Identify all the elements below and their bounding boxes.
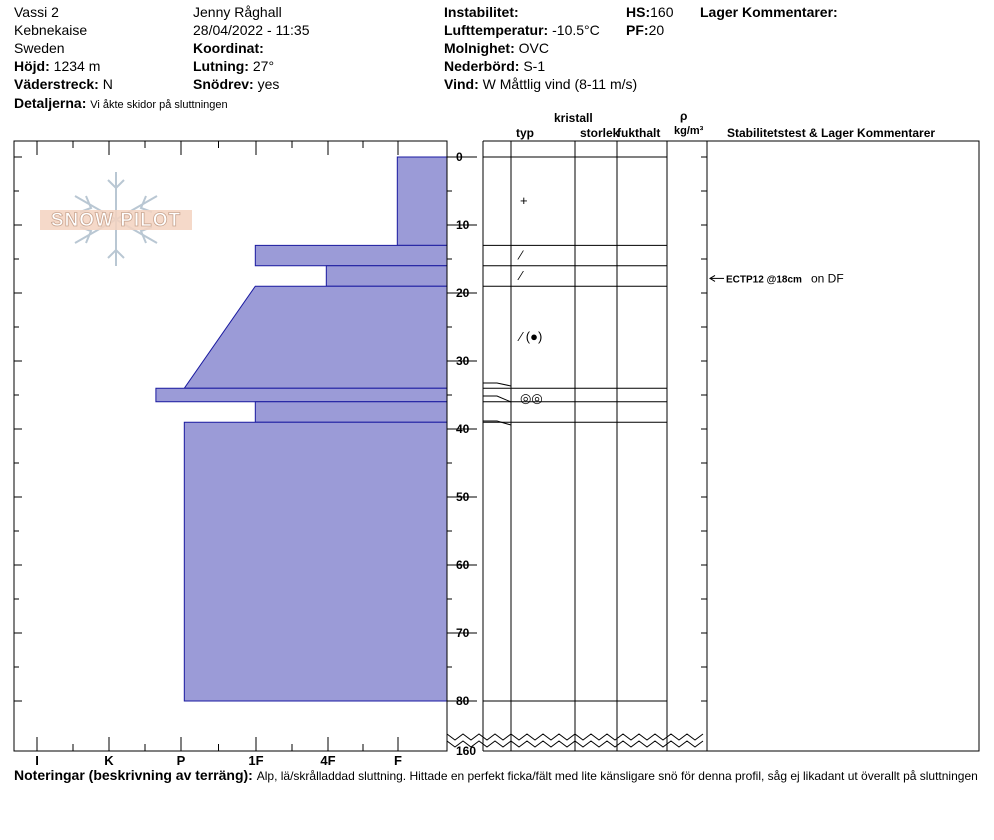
country: Sweden <box>14 40 65 56</box>
y-tick-label-8: 80 <box>456 694 470 708</box>
col-crystal: kristall <box>554 111 593 125</box>
notes-value: Alp, lä/skrålladdad sluttning. Hittade en perfekt ficka/fält med lite känsligare snö för denna profil, såg ej likadant ut överallt på sluttningen <box>256 769 978 783</box>
footer-notes <box>14 767 978 784</box>
instability-label: Instabilitet: <box>444 4 519 20</box>
logo-text: SNOW PILOT <box>50 210 182 231</box>
hardness-layer-3 <box>184 286 447 388</box>
stability-test-code-0: ECTP12 @18cm <box>726 274 802 286</box>
boundary-connector-2 <box>483 421 511 425</box>
col-size: storlek <box>580 126 620 140</box>
drift-label: Snödrev: <box>193 76 254 92</box>
y-tick-label-2: 20 <box>456 286 470 300</box>
sky-value: OVC <box>518 40 549 56</box>
grain-symbol-2: ⁄ <box>520 268 523 283</box>
y-tick-label-3: 30 <box>456 354 470 368</box>
x-tick-label-5: F <box>394 753 402 768</box>
hardness-layer-5 <box>255 402 447 422</box>
crystal-table <box>483 141 707 751</box>
boundary-connector-0 <box>483 383 511 386</box>
x-tick-label-2: P <box>176 753 186 768</box>
col-moisture: fukthalt <box>617 126 661 140</box>
slope-value: 27° <box>252 58 275 74</box>
hardness-layer-6 <box>184 422 447 701</box>
aspect-label: Väderstreck: <box>14 76 99 92</box>
y-tick-label-5: 50 <box>456 490 470 504</box>
stability-test-note-0: on DF <box>811 271 844 286</box>
y-tick-label-1: 10 <box>456 218 470 232</box>
x-tick-label-1: K <box>104 753 114 768</box>
x-tick-label-3: 1F <box>248 753 264 768</box>
stability-panel <box>707 141 979 751</box>
details-value: Vi åkte skidor på sluttningen <box>90 99 228 111</box>
pf-label: PF: <box>626 22 649 38</box>
region: Kebnekaise <box>14 22 88 38</box>
y-tick-label-4: 40 <box>456 422 470 436</box>
location: Vassi 2 <box>14 4 59 20</box>
elevation-value: 1234 m <box>53 58 101 74</box>
hs-label: HS: <box>626 4 651 20</box>
elevation-label: Höjd: <box>14 58 50 74</box>
observer: Jenny Råghall <box>193 4 282 20</box>
layer-comments-label: Lager Kommentarer: <box>700 4 838 20</box>
hardness-layer-0 <box>397 157 447 245</box>
datetime: 28/04/2022 - 11:35 <box>193 22 310 38</box>
boundary-connector-1 <box>483 396 511 402</box>
airtemp-value: -10.5°C <box>552 22 600 38</box>
x-tick-label-4: 4F <box>320 753 336 768</box>
grain-symbol-3: ⁄ (●) <box>520 329 543 345</box>
y-tick-label-0: 0 <box>456 150 463 164</box>
col-rho: ρ <box>680 109 688 123</box>
wind-value: W Måttlig vind (8-11 m/s) <box>482 76 638 92</box>
snowpilot-logo <box>40 172 192 266</box>
x-tick-label-0: I <box>35 753 39 768</box>
aspect-value: N <box>102 76 113 92</box>
grain-symbol-4: ◎◎ <box>520 390 543 406</box>
hs-value: 160 <box>650 4 674 20</box>
y-tick-label-7: 70 <box>456 626 470 640</box>
col-density-unit: kg/m³ <box>674 125 704 137</box>
notes-label: Noteringar (beskrivning av terräng): <box>14 767 253 783</box>
pf-value: 20 <box>648 22 665 38</box>
coord-label: Koordinat: <box>193 40 264 56</box>
y-tick-label-6: 60 <box>456 558 470 572</box>
hardness-layer-1 <box>255 245 447 265</box>
hardness-layer-2 <box>326 266 447 286</box>
wind-label: Vind: <box>444 76 479 92</box>
precip-label: Nederbörd: <box>444 58 520 74</box>
details-label: Detaljerna: <box>14 95 87 111</box>
drift-value: yes <box>257 76 280 92</box>
hardness-layer-4 <box>156 388 447 402</box>
precip-value: S-1 <box>523 58 546 74</box>
airtemp-label: Lufttemperatur: <box>444 22 549 38</box>
grain-symbol-1: ⁄ <box>520 247 523 263</box>
sky-label: Molnighet: <box>444 40 515 56</box>
y-break-label: 160 <box>456 744 477 758</box>
col-type: typ <box>516 126 534 140</box>
grain-symbol-0: + <box>520 193 528 209</box>
slope-label: Lutning: <box>193 58 249 74</box>
col-stability: Stabilitetstest & Lager Kommentarer <box>727 126 936 140</box>
